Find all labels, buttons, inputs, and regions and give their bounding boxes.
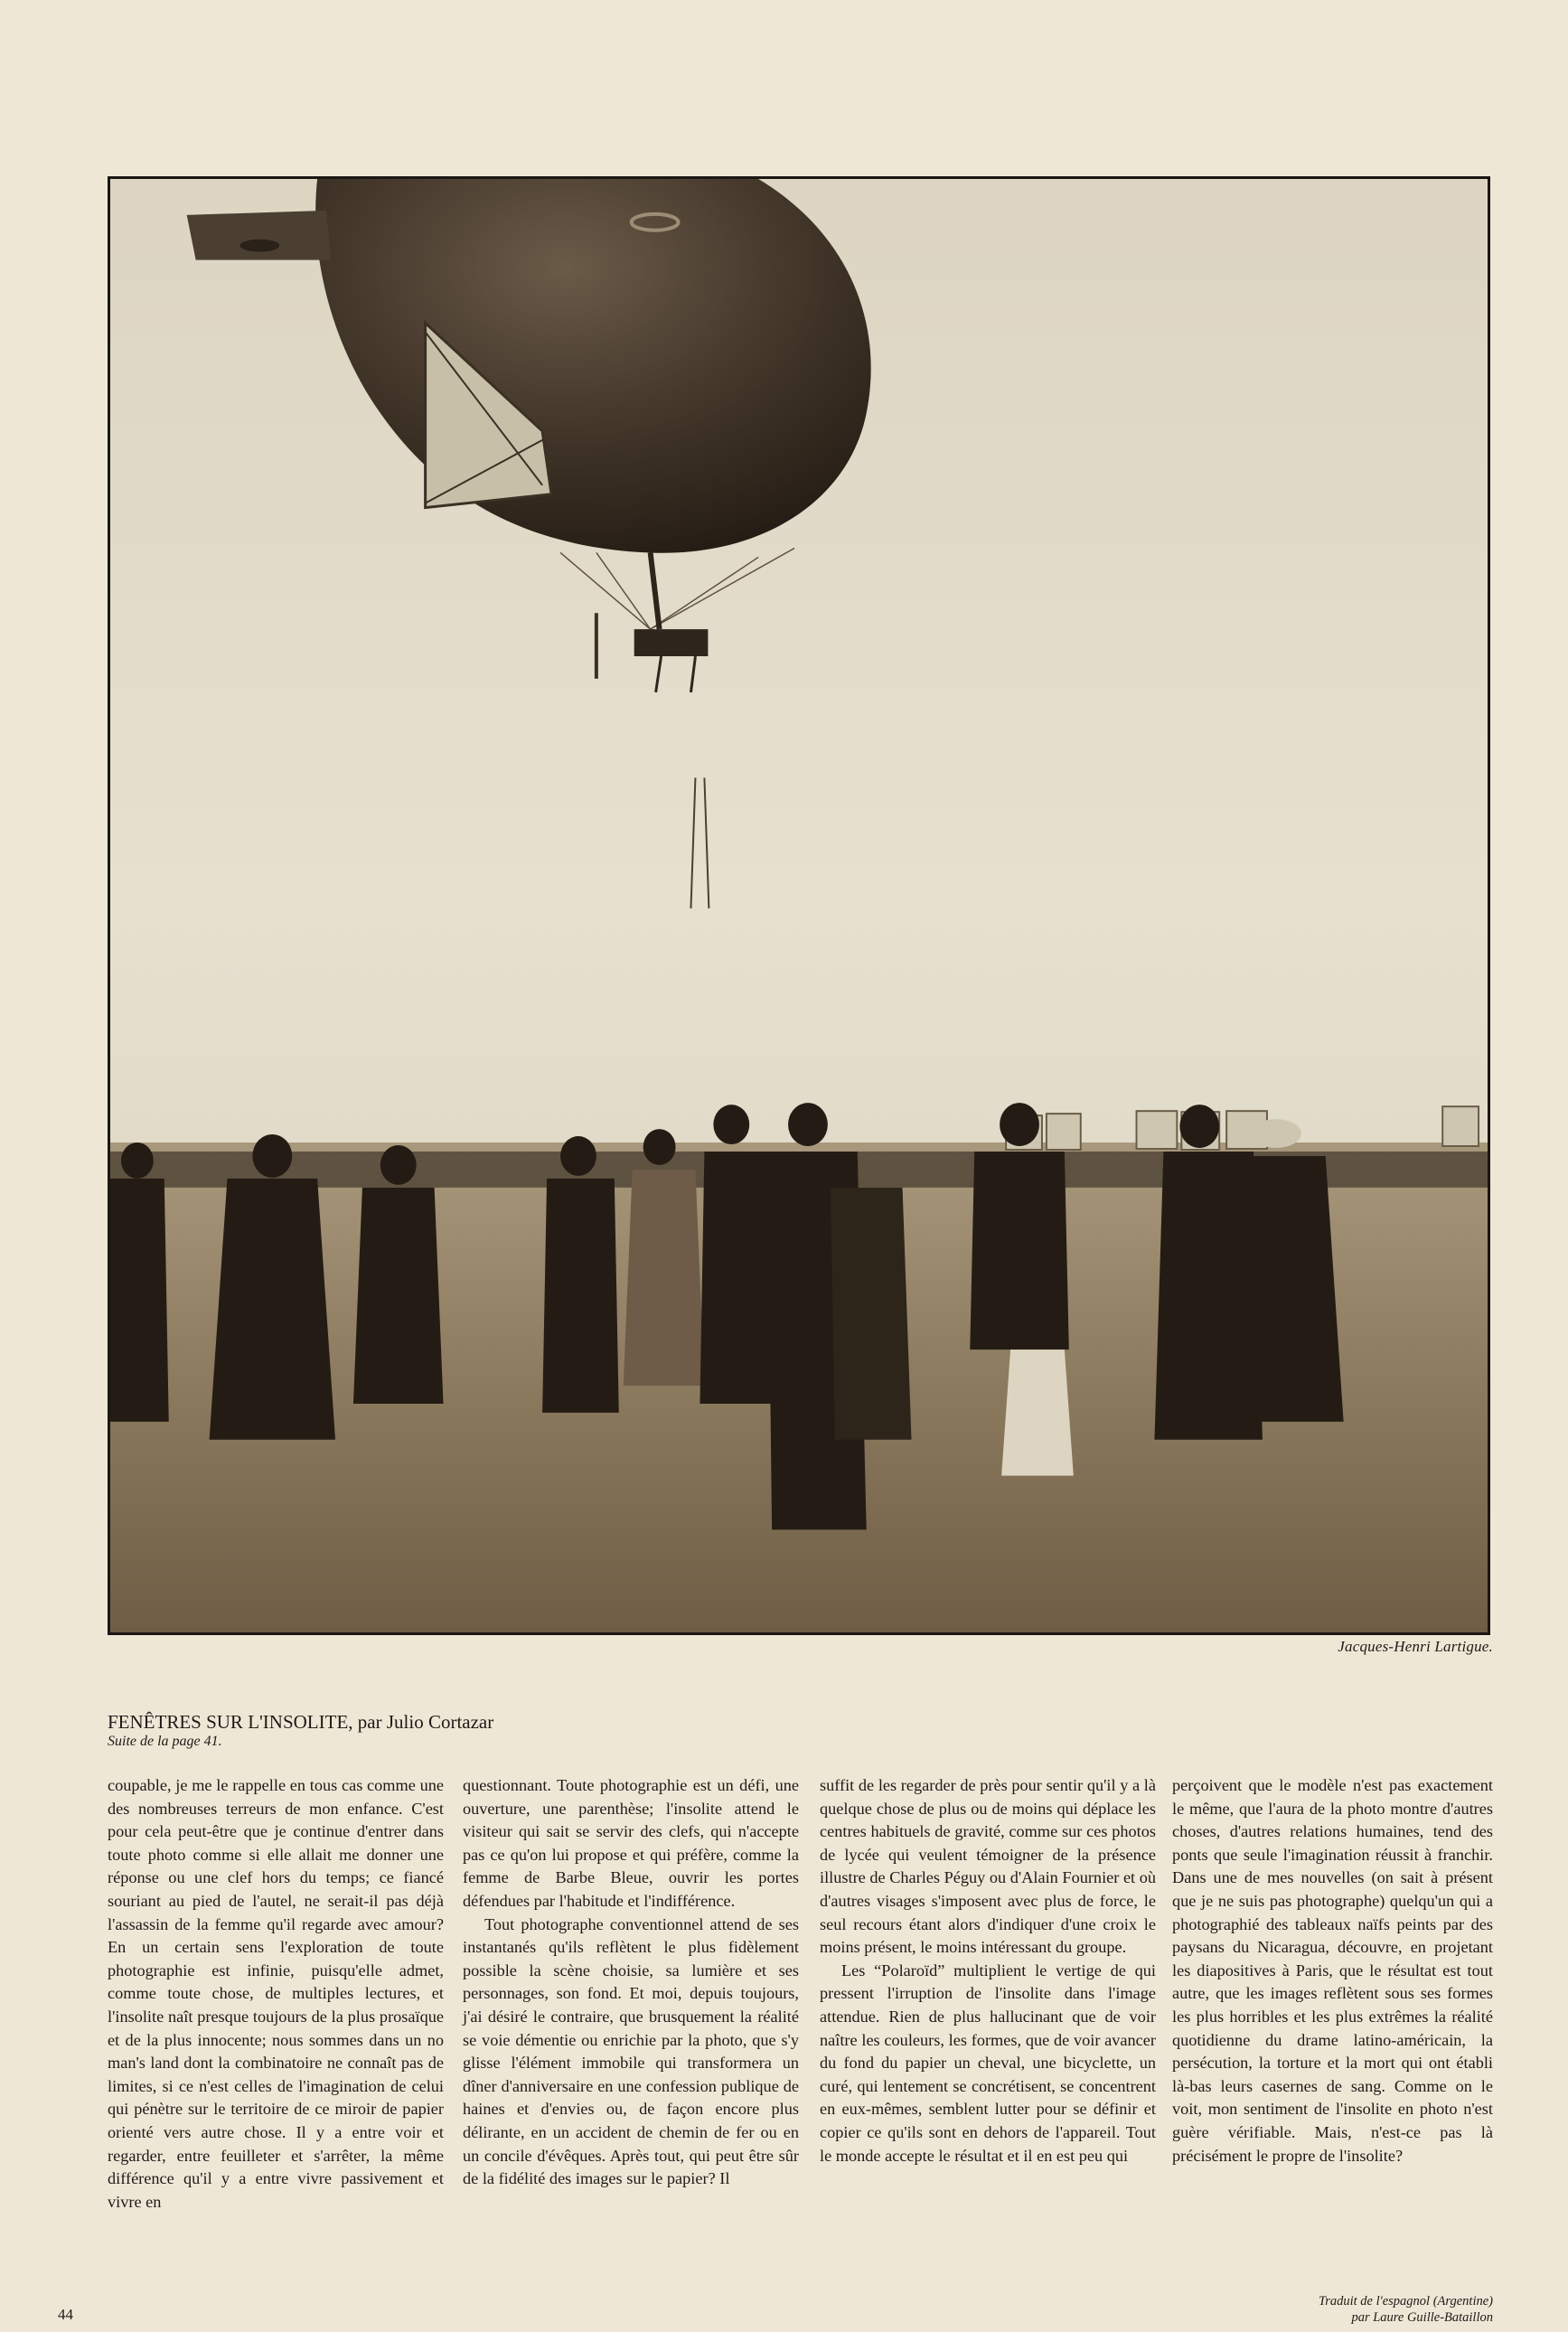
text-column-2 xyxy=(463,1774,799,2191)
paragraph: Les “Polaroïd” multiplient le vertige de qui pressent l'irruption de l'insolite dans l'image attendue. Rien de plus hallucinant que de voir naître les couleurs, les formes, que de voir avancer du fond du papier un cheval, une bicyclette, un curé, qui lentement se concrétisent, se concentrent en eux-mêmes, semblent lutter pour se définir et copier ce qu'ils sont en dehors de l'appareil. Tout le monde accepte le résultat et il en est peu qui xyxy=(820,1961,1156,2165)
page-number: 44 xyxy=(58,2306,73,2323)
paragraph: Tout photographe conventionnel attend de ses instantanés qu'ils reflètent le plus fidèlement possible la scène choisie, sa lumière et ses personnages, son fond. Et moi, depuis toujours, j'ai désiré le contraire, que brusquement la réalité se voie démentie ou enrichie par la photo, que s'y glisse l'élément immobile qui transformera un dîner d'anniversaire en une confession publique de haines et d'envies ou, de façon encore plus délirante, en un accident de chemin de fer ou en un concile d'évêques. Après tout, qui peut être sûr de la fidélité des images sur le papier? Il xyxy=(463,1914,799,2188)
paragraph: suffit de les regarder de près pour sentir qu'il y a là quelque chose de plus ou de moins qui déplace les centres habituels de gravité, comme sur ces photos de lycée qui veulent témoigner de la présence illustre de Charles Péguy ou d'Alain Fournier et où d'autres visages s'imposent avec plus de force, le seul recours étant alors d'indiquer d'une croix le moins présent, le moins intéressant du groupe. xyxy=(820,1776,1156,1957)
text-column-4 xyxy=(1172,1774,1493,2167)
translator-line: par Laure Guille-Bataillon xyxy=(1351,2310,1493,2325)
translator-line: Traduit de l'espagnol (Argentine) xyxy=(1318,2294,1493,2308)
photograph xyxy=(108,176,1490,1635)
text-column-1 xyxy=(108,1774,444,2214)
paragraph: questionnant. Toute photographie est un défi, une ouverture, une parenthèse; l'insolite attend le visiteur qui sait se servir des clefs, qui n'accepte pas ce qu'on lui propose et qui préfère, comme la femme de Barbe Bleue, ouvrir les portes défendues par l'habitude et l'indifférence. xyxy=(463,1776,799,1910)
continued-note: Suite de la page 41. xyxy=(108,1734,222,1749)
article-header xyxy=(108,1711,493,1751)
airship-photo xyxy=(110,179,1488,1632)
translator-credit xyxy=(1319,2293,1493,2326)
text-column-3 xyxy=(820,1774,1156,2167)
paragraph: coupable, je me le rappelle en tous cas comme une des nombreuses terreurs de mon enfance. C'est pour cela peut-être que je continue d'entrer dans toute photo comme si elle allait me donner une réponse ou une clef hors du temps; ce fiancé souriant au pied de l'autel, ne serait-il pas déjà l'assassin de la femme qu'il regarde avec amour? En un certain sens l'exploration de toute photographie est infinie, puisqu'elle admet, comme toute chose, de multiples lectures, et l'insolite naît presque toujours de la plus prosaïque et de la plus innocente; nous sommes dans un no man's land dont la combinatoire ne connaît pas de limites, si ce n'est celles de l'imagination de celui qui pénètre sur le territoire de ce miroir de papier orienté vers autre chose. Il y a entre voir et regarder, entre feuilleter et s'arrêter, la même différence qu'il y a entre vivre passivement et vivre en xyxy=(108,1776,444,2211)
article-title: FENÊTRES SUR L'INSOLITE, par Julio Cortazar xyxy=(108,1711,494,1733)
paragraph: perçoivent que le modèle n'est pas exactement le même, que l'aura de la photo montre d'autres choses, d'autres relations humaines, tend des ponts que seule l'imagination réussit à franchir. Dans une de mes nouvelles (on sait à présent que je ne suis pas photographe) quelqu'un qui a photographié des tableaux naïfs peints par des paysans du Nicaragua, découvre, en projetant les diapositives à Paris, que le résultat est tout autre, que les images reflètent sous ses formes les plus horribles et les plus extrêmes la réalité quotidienne du drame latino-américain, la persécution, la torture et la mort qui ont établi là-bas leurs casernes de sang. Comme on le voit, mon sentiment de l'insolite en photo n'est guère vérifiable. Mais, n'est-ce pas là précisément le propre de l'insolite? xyxy=(1172,1776,1493,2165)
photo-credit: Jacques-Henri Lartigue. xyxy=(1338,1638,1493,1655)
